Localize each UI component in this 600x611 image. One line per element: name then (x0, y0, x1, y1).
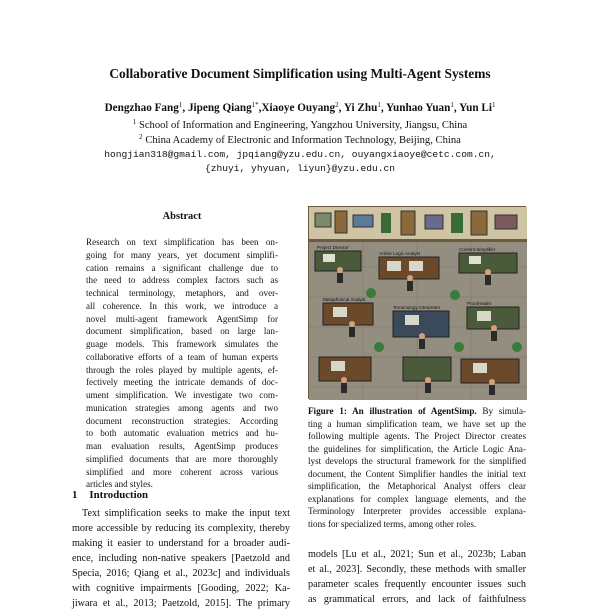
author-list: Dengzhao Fang$^1$, Jipeng Qiang$^{1*}$,Xiaoye Ouyang$^2$, Yi Zhu$^1$, Yunhao Yuan$^1$, Yun Li$^1$ (104, 101, 496, 114)
author-affiliation-mark: 2 (335, 101, 339, 109)
author-affiliation-mark: 1 (450, 101, 454, 109)
caption-line: explanations for complex language elements, and the (308, 493, 526, 504)
caption-line: ting a human simplification team, we have set up the (308, 418, 526, 429)
abstract-line: man evaluation results, AgentSimp produces (86, 441, 278, 451)
introduction-line: making it easier to understand for a broader audi- (72, 538, 290, 549)
abstract-line: munication strategies among agents and two (86, 402, 278, 413)
abstract-heading: Abstract (162, 211, 202, 222)
section-number: 1 (72, 489, 78, 501)
caption-line: the guidelines for simplification, the Article Logic Ana- (308, 443, 526, 454)
body-line: models [Lu et al., 2021; Sun et al., 2023b; Laban (308, 549, 526, 560)
introduction-line: ence, including non-native speakers [Paetzold and (72, 553, 290, 564)
caption-first-line-rest: By simula- (476, 406, 527, 416)
caption-line: following multiple agents. The Project Director creates (308, 431, 526, 441)
abstract-line: going for many years, yet document simplifi- (86, 249, 278, 260)
abstract-line: to both automatic evaluation metrics and hu- (86, 428, 278, 439)
caption-line (308, 405, 526, 418)
affiliation-2 (0, 133, 600, 146)
abstract-body (86, 236, 278, 491)
introduction-line: jiwara et al., 2013; Paetzold, 2015]. The primary (72, 598, 290, 609)
introduction-body (72, 506, 290, 611)
abstract-line: simplified and more coherent across various (86, 466, 278, 477)
agentsimp-illustration (308, 206, 526, 399)
abstract-line: through the roles played by multiple agents, ef- (86, 364, 278, 375)
author-affiliation-mark: 1 (491, 101, 496, 109)
abstract-line: technical terminology, metaphors, and over- (86, 288, 278, 298)
figure-label-terminology-interpreter: Terminology Interpreter (393, 305, 441, 310)
introduction-line: with cognitive impairments [Gooding, 2022; Ka- (72, 583, 290, 594)
abstract-line: ument simplification. We investigate two com- (86, 390, 278, 400)
figure-label-article-logic-analyst: Article Logic Analyst (379, 251, 421, 256)
figure-caption (308, 405, 526, 530)
abstract-line: guage models. This framework simulates the (86, 339, 278, 349)
abstract-line: novel multi-agent framework AgentSimp for (86, 313, 278, 324)
introduction-line: more accessible by reducing its complexity, thereby (72, 523, 290, 534)
abstract-line: articles and styles. (86, 479, 153, 490)
author-name: Yunhao Yuan (386, 102, 451, 114)
caption-line: tions for specialized terms, among other roles. (308, 518, 477, 529)
right-column-body (308, 547, 526, 607)
caption-line: document, the Content Simplifier handles the initial text (308, 468, 526, 479)
caption-line: lyst develops the structural framework for the simplified (308, 456, 526, 466)
author-name: Yi Zhu (343, 102, 378, 114)
author-name: Xiaoye Ouyang (261, 102, 336, 114)
introduction-line: Specia, 2016; Qiang et al., 2023c] and individuals (72, 568, 290, 579)
caption-line: simplification, the Metaphorical Analyst offers clear (308, 481, 526, 491)
abstract-line: cation remains a significant challenge due to (86, 262, 278, 273)
author-affiliation-mark: 1 (178, 101, 183, 109)
abstract-line: the need to address complex factors such as (86, 275, 278, 286)
author-affiliation-mark: 1 (377, 101, 381, 109)
section-title: Introduction (89, 489, 149, 501)
affiliation-text: China Academy of Electronic and Information Technology, Beijing, China (145, 135, 461, 146)
caption-label: Figure 1: An illustration of AgentSimp. (308, 406, 477, 416)
author-affiliation-mark: 1* (251, 101, 259, 109)
affiliation-text: School of Information and Engineering, Yangzhou University, Jiangsu, China (138, 120, 468, 131)
affiliation-number: 2 (139, 133, 143, 141)
abstract-line: simplified documents that are more thoroughly (86, 453, 278, 464)
figure-label-content-simplifier: Content Simplifier (459, 247, 496, 252)
body-line: as grammatical errors, and lack of faithfulness (308, 594, 526, 605)
abstract-line: collaborative efforts of a team of human experts (86, 351, 278, 362)
abstract-line: document reconstruction strategies. According (86, 415, 278, 426)
body-line: parameter scales frequently encounter issues such (308, 579, 526, 590)
author-emails-line-1: hongjian318@gmail.com, jpqiang@yzu.edu.cn, ouyangxiaoye@cetc.com.cn, (104, 149, 496, 160)
author-name: Dengzhao Fang (104, 102, 179, 114)
figure-label-metaphorical-analyst: Metaphorical Analyst (323, 297, 366, 302)
author-emails-line-2: {zhuyi, yhyuan, liyun}@yzu.edu.cn (205, 163, 395, 174)
abstract-line: document simplification, based on large lan- (86, 326, 278, 337)
affiliation-number: 1 (132, 118, 137, 126)
abstract-line: Research on text simplification has been on- (86, 237, 278, 247)
affiliation-1 (0, 118, 600, 131)
abstract-line: fectively meeting the intricate demands of doc- (86, 377, 278, 388)
introduction-line: Text simplification seeks to make the input text (82, 508, 290, 519)
figure-label-project-director: Project Director (317, 245, 349, 250)
abstract-line: all coherence. In this work, we introduce a (86, 300, 278, 311)
body-line: et al., 2023]. Secondly, these methods with smaller (308, 564, 526, 575)
section-heading-introduction (72, 489, 148, 501)
pixel-office-scene (309, 207, 527, 400)
author-name: Yun Li (459, 102, 492, 114)
paper-title: Collaborative Document Simplification using Multi-Agent Systems (109, 66, 491, 81)
author-name: Jipeng Qiang (187, 102, 252, 114)
figure-label-proofreader: Proofreader (467, 301, 492, 306)
caption-line: Terminology Interpreter provides accessible explana- (308, 506, 526, 516)
